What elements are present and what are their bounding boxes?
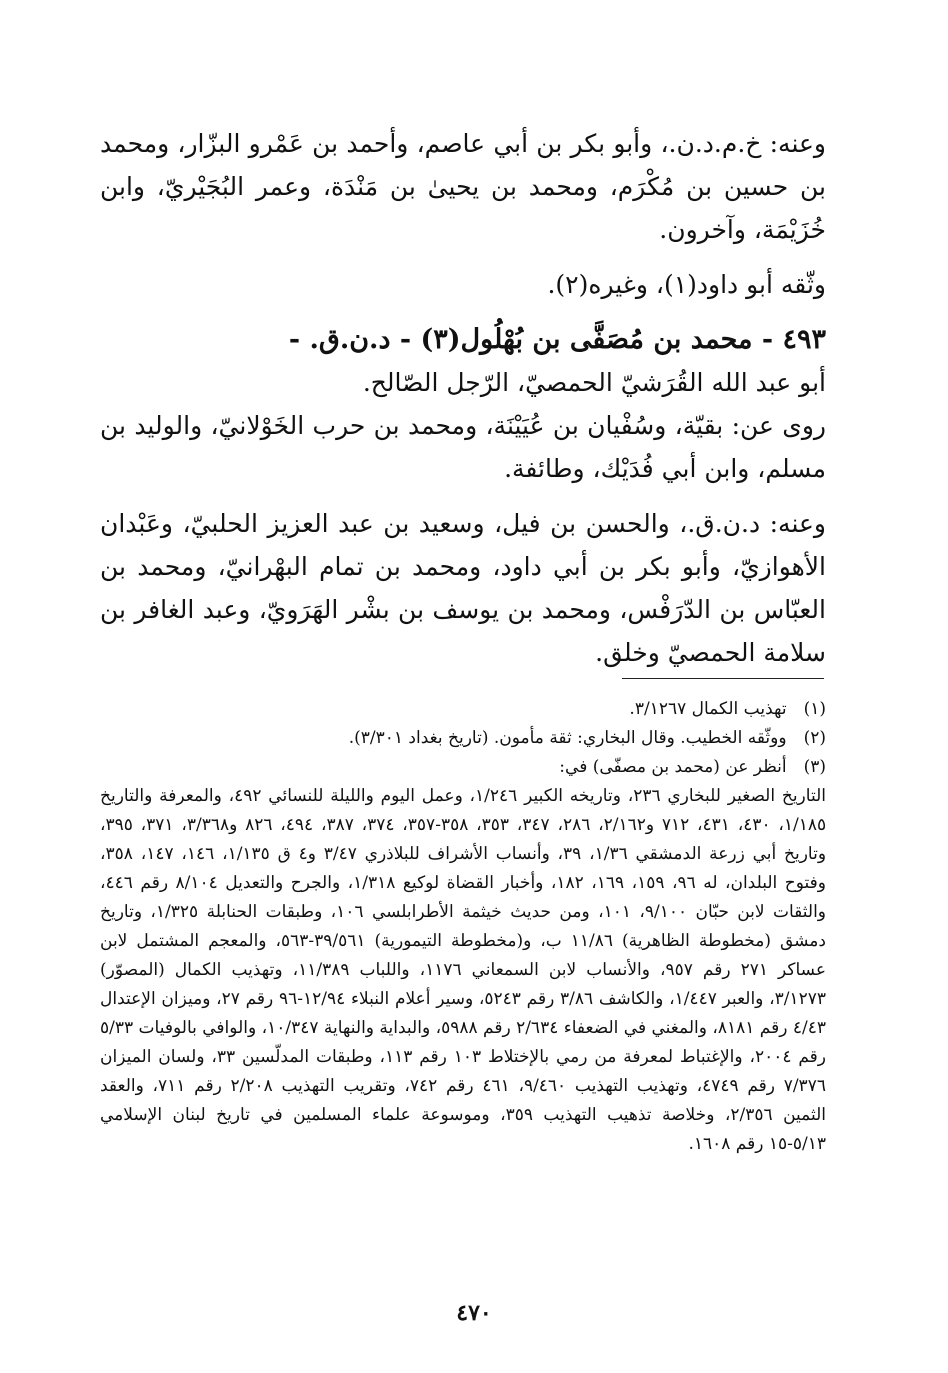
paragraph-authentication: وثّقه أبو داود(١)، وغيره(٢).: [547, 270, 826, 299]
spacer: [100, 306, 826, 318]
page-number: ٤٧٠: [456, 1300, 492, 1326]
footnote-text: أنظر عن (محمد بن مصفّى) في:: [559, 757, 787, 777]
footnotes: [100, 695, 826, 1159]
footnote-3: [100, 753, 826, 782]
footnote-number: (٣): [803, 757, 826, 777]
paragraph-students: وعنه: د.ن.ق.، والحسن بن فيل، وسعيد بن عبد العزيز الحلبيّ، وعَبْدان الأهوازيّ، وأبو بكر بن أبي داود، ومحمد بن تمام البهْرانيّ، ومحمد بن العبّاس بن الدّرَفْس، ومحمد بن يوسف بن بشْر الهَرَويّ، وعبد الغافر بن سلامة الحمصيّ وخلق.: [100, 509, 827, 667]
paragraph-kunya: أبو عبد الله القُرَشيّ الحمصيّ، الرّجل الصّالح.: [362, 368, 826, 397]
footnote-1: [100, 695, 826, 724]
footnote-divider: [622, 678, 824, 679]
entry-title: ٤٩٣ - محمد بن مُصَفَّى بن بُهْلُول(٣) - د.ن.ق. -: [288, 324, 826, 355]
footnote-text: ووثّقه الخطيب. وقال البخاري: ثقة مأمون. (تاريخ بغداد ٣/٣٠١).: [348, 728, 787, 748]
spacer: [100, 251, 826, 263]
footnote-number: (١): [803, 699, 826, 719]
footnote-number: (٢): [803, 728, 826, 748]
footnote-text: تهذيب الكمال ٣/١٢٦٧.: [629, 699, 787, 719]
spacer: [100, 490, 826, 502]
main-text: [100, 122, 826, 674]
paragraph-narrated-from: روى عن: بقيّة، وسُفْيان بن عُيَيْنَة، ومحمد بن حرب الخَوْلانيّ، والوليد بن مسلم، وابن أبي فُدَيْك، وطائفة.: [100, 411, 826, 483]
paragraph-narrators-from: وعنه: خ.م.د.ن.، وأبو بكر بن أبي عاصم، وأحمد بن عَمْرو البزّار، ومحمد بن حسين بن مُكْرَم، ومحمد بن يحيىٰ بن مَنْدَة، وعمر البُجَيْريّ، وابن خُزَيْمَة، وآخرون.: [100, 129, 826, 244]
footnote-3-sources: التاريخ الصغير للبخاري ٢٣٦، وتاريخه الكبير ١/٢٤٦، وعمل اليوم والليلة للنسائي ٤٩٢، والمعرفة والتاريخ ١/١٨٥، ٤٣٠، ٤٣١، ٧١٢ و٢/١٦٢، ٢٨٦، ٣٤٧، ٣٥٣، ٣٥٨-٣٥٧، ٣٧٤، ٣٨٧، ٤٩٤، ٨٢٦ و٣/٣٦٨، ٣٧١، ٣٩٥، وتاريخ أبي زرعة الدمشقي ١/٣٦، ٣٩، وأنساب الأشراف للبلاذري ٣/٤٧ و٤ ق ١/١٣٥، ١٤٦، ١٤٧، ٣٥٨، وفتوح البلدان، له ٩٦، ١٥٩، ١٦٩، ١٨٢، وأخبار القضاة لوكيع ١/٣١٨، والجرح والتعديل ٨/١٠٤ رقم ٤٤٦، والثقات لابن حبّان ٩/١٠٠، ١٠١، ومن حديث خيثمة الأطرابلسي ١٠٦، وطبقات الحنابلة ١/٣٢٥، وتاريخ دمشق (مخطوطة الظاهرية) ١١/٨٦ ب، و(مخطوطة التيمورية) ٣٩/٥٦١-٥٦٣، والمعجم المشتمل لابن عساكر ٢٧١ رقم ٩٥٧، والأنساب لابن السمعاني ١١٧٦، واللباب ١١/٣٨٩، وتهذيب الكمال (المصوّر) ٣/١٢٧٣، والعبر ١/٤٤٧، والكاشف ٣/٨٦ رقم ٥٢٤٣، وسير أعلام النبلاء ١٢/٩٤-٩٦ رقم ٢٧، وميزان الإعتدال ٤/٤٣ رقم ٨١٨١، والمغني في الضعفاء ٢/٦٣٤ رقم ٥٩٨٨، والبداية والنهاية ١٠/٣٤٧، والوافي بالوفيات ٥/٣٣ رقم ٢٠٠٤، والإغتباط لمعرفة من رمي بالإختلاط ١٠٣ رقم ١١٣، وطبقات المدلّسين ٣٣، ولسان الميزان ٧/٣٧٦ رقم ٤٧٤٩، وتهذيب التهذيب ٩/٤٦٠، ٤٦١ رقم ٧٤٢، وتقريب التهذيب ٢/٢٠٨ رقم ٧١١، والعقد الثمين ٢/٣٥٦، وخلاصة تذهيب التهذيب ٣٥٩، وموسوعة علماء المسلمين في تاريخ لبنان الإسلامي ٥/١٣-١٥ رقم ١٦٠٨.: [100, 786, 827, 1154]
footnote-2: [100, 724, 826, 753]
